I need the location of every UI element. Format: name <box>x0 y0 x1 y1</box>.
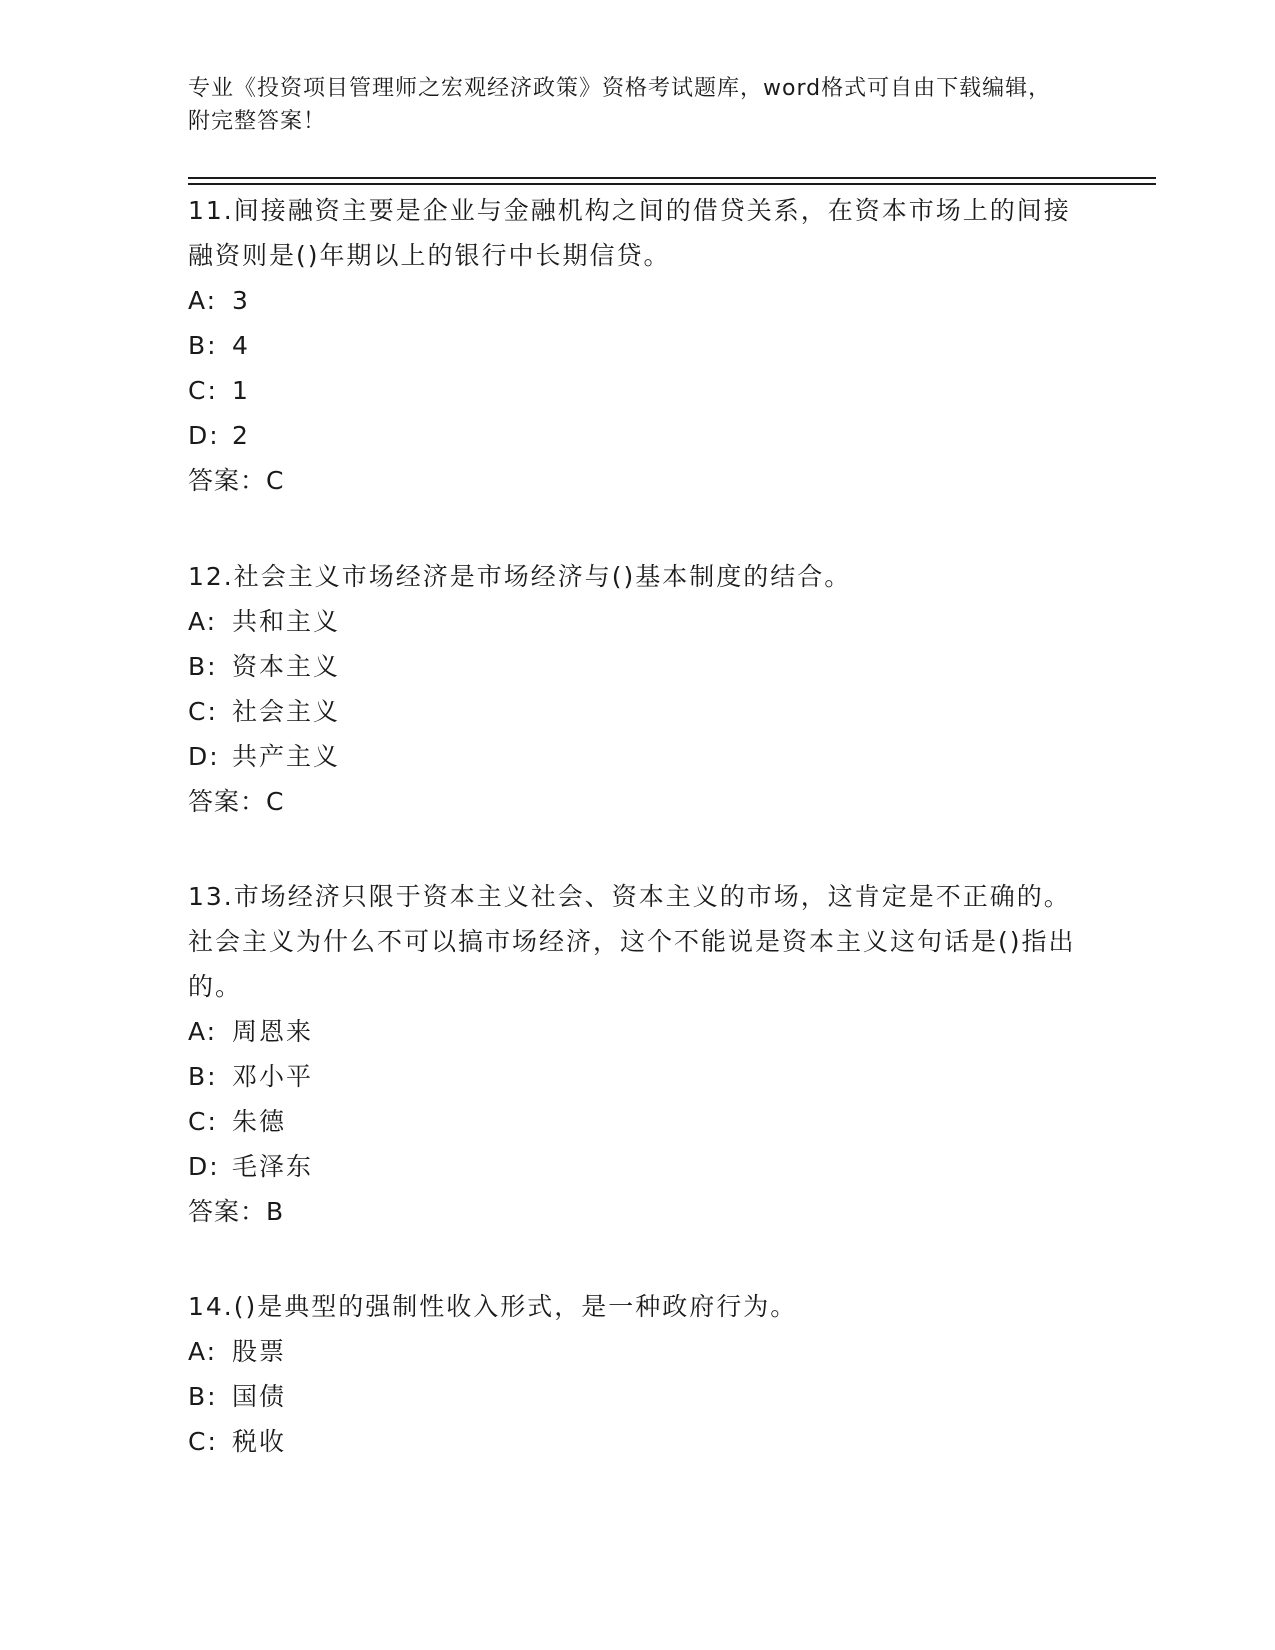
option-b <box>188 1054 1088 1099</box>
question-stem: 11.间接融资主要是企业与金融机构之间的借贷关系，在资本市场上的间接融资则是()年期以上的银行中长期信贷。 <box>188 196 1071 270</box>
option-text: 资本主义 <box>232 652 341 681</box>
option-letter: D: <box>188 742 220 771</box>
answer-line: 答案：B <box>188 1197 285 1226</box>
option-letter: B: <box>188 652 218 681</box>
question-12 <box>188 554 1088 824</box>
option-b <box>188 323 1088 368</box>
option-letter: D: <box>188 421 220 450</box>
option-letter: C: <box>188 376 218 405</box>
option-text: 税收 <box>232 1427 287 1456</box>
question-stem: 12.社会主义市场经济是市场经济与()基本制度的结合。 <box>188 562 852 591</box>
option-c <box>188 1099 1088 1144</box>
question-13 <box>188 874 1088 1234</box>
answer-line: 答案：C <box>188 466 285 495</box>
option-a <box>188 278 1088 323</box>
document-header: 专业《投资项目管理师之宏观经济政策》资格考试题库，word格式可自由下载编辑，附完整答案！ <box>188 76 1052 134</box>
option-text: 社会主义 <box>232 697 341 726</box>
question-stem: 13.市场经济只限于资本主义社会、资本主义的市场，这肯定是不正确的。社会主义为什么不可以搞市场经济，这个不能说是资本主义这句话是()指出的。 <box>188 882 1076 1001</box>
option-a <box>188 599 1088 644</box>
question-stem: 14.()是典型的强制性收入形式，是一种政府行为。 <box>188 1292 798 1321</box>
option-letter: B: <box>188 1062 218 1091</box>
option-text: 国债 <box>232 1382 287 1411</box>
option-text: 邓小平 <box>232 1062 314 1091</box>
option-letter: D: <box>188 1152 220 1181</box>
option-letter: B: <box>188 1382 218 1411</box>
option-b <box>188 1374 1088 1419</box>
option-letter: C: <box>188 697 218 726</box>
option-text: 毛泽东 <box>232 1152 314 1181</box>
option-a <box>188 1009 1088 1054</box>
option-b <box>188 644 1088 689</box>
option-letter: A: <box>188 1017 218 1046</box>
option-letter: C: <box>188 1427 218 1456</box>
option-list <box>188 1009 1088 1189</box>
option-text: 朱德 <box>232 1107 287 1136</box>
header-rule-top <box>188 177 1156 179</box>
option-text: 股票 <box>232 1337 287 1366</box>
option-text: 3 <box>232 286 250 315</box>
option-list <box>188 1329 1088 1464</box>
option-text: 2 <box>232 421 250 450</box>
option-d <box>188 413 1088 458</box>
option-text: 周恩来 <box>232 1017 314 1046</box>
option-text: 1 <box>232 376 250 405</box>
option-list <box>188 278 1088 458</box>
question-11 <box>188 188 1088 503</box>
header-rule-bottom <box>188 183 1156 185</box>
option-d <box>188 734 1088 779</box>
option-c <box>188 689 1088 734</box>
option-list <box>188 599 1088 779</box>
option-c <box>188 1419 1088 1464</box>
option-letter: A: <box>188 1337 218 1366</box>
option-letter: C: <box>188 1107 218 1136</box>
option-a <box>188 1329 1088 1374</box>
option-letter: A: <box>188 286 218 315</box>
option-text: 共和主义 <box>232 607 341 636</box>
option-text: 共产主义 <box>232 742 341 771</box>
option-letter: A: <box>188 607 218 636</box>
option-c <box>188 368 1088 413</box>
option-letter: B: <box>188 331 218 360</box>
option-text: 4 <box>232 331 250 360</box>
answer-line: 答案：C <box>188 787 285 816</box>
question-14 <box>188 1284 1088 1464</box>
option-d <box>188 1144 1088 1189</box>
